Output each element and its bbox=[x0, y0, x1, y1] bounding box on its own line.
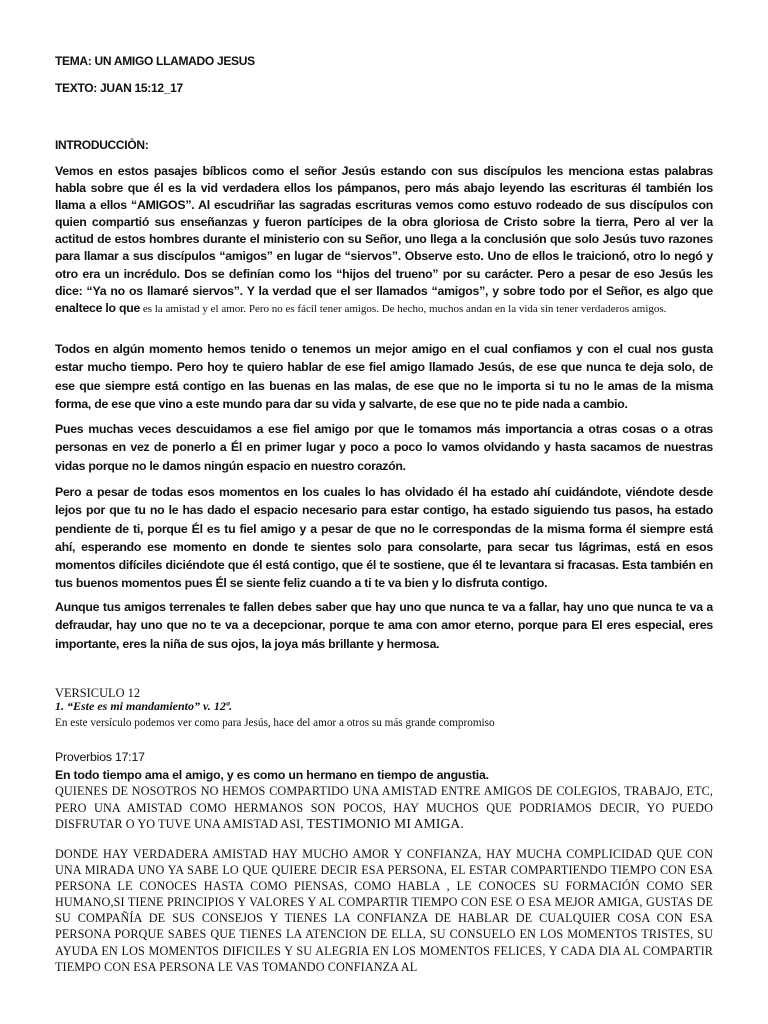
tema-heading: TEMA: UN AMIGO LLAMADO JESUS bbox=[55, 54, 255, 68]
caps-paragraph-1 bbox=[55, 783, 713, 833]
intro-paragraph bbox=[55, 163, 713, 318]
versiculo-heading: VERSICULO 12 bbox=[55, 686, 141, 700]
paragraph-4: Pero a pesar de todas esos momentos en los cuales lo has olvidado él ha estado ahí cuidándote, viéndote desde lejos por que tu no le has dado el espacio necesario para estar contigo, ha estado siguiendo tus pasos, ha estado pendiente de ti, porque Él es tu fiel amigo y a pesar de que no le correspondas de la misma forma él siempre está ahí, esperando ese momento en donde te sientes solo para consolarte, para secar tus lágrimas, está en esos momentos difíciles diciéndote que él está contigo, que él te sostiene, que él te levantara si fracasas. Esta también en tus buenos momentos pues Él se siente feliz cuando a ti te va bien y lo disfruta contigo. bbox=[55, 485, 713, 591]
versiculo-text: En este versículo podemos ver como para Jesús, hace del amor a otros su más grande compromiso bbox=[55, 717, 495, 729]
testimonio-label: TESTIMONIO MI AMIGA. bbox=[306, 816, 464, 832]
proverbios-heading: Proverbios 17:17 bbox=[55, 750, 145, 764]
paragraph-2: Todos en algún momento hemos tenido o tenemos un mejor amigo en el cual confiamos y con el cual nos gusta estar mucho tiempo. Pero hoy te quiero hablar de ese fiel amigo llamado Jesús, de ese que nunca te deja solo, de ese que siempre está contigo en las buenas en las malas, de ese que no le importa si tu no le amas de la misma forma, de ese que vino a este mundo para dar su vida y salvarte, de ese que no te pide nada a cambio. bbox=[55, 342, 713, 411]
caps-paragraph-2: DONDE HAY VERDADERA AMISTAD HAY MUCHO AMOR Y CONFIANZA, HAY MUCHA COMPLICIDAD QUE CON UNA MIRADA UNO YA SABE LO QUE QUIERE DECIR ESA PERSONA, EL ESTAR COMPARTIENDO TIEMPO CON ESA PERSONA LE CONOCES HASTA COMO PIENSAS, COMO HABLA , LE CONOCES SU FORMACIÓN COMO SER HUMANO,SI TIENE PRINCIPIOS Y VALORES Y AL COMPARTIR TIEMPO CON ESE O ESA MEJOR AMIGA, GUSTAS DE SU COMPAÑÍA DE SUS CONSEJOS Y TIENES LA CONFIANZA DE HABLAR DE CUALQUIER COSA CON ESA PERSONA PORQUE SABES QUE TIENES LA ATENCION DE ELLA, SU CONSUELO EN LOS MOMENTOS TRISTES, SU AYUDA EN LOS MOMENTOS DIFICILES Y SU ALEGRIA EN LOS MOMENTOS FELICES, Y CADA DIA AL COMPARTIR TIEMPO CON ESA PERSONA LE VAS TOMANDO CONFIANZA AL bbox=[55, 847, 713, 974]
intro-heading: INTRODUCCIÒN: bbox=[55, 138, 149, 152]
paragraph-3: Pues muchas veces descuidamos a ese fiel amigo por que le tomamos más importancia a otras cosas o a otras personas en vez de ponerlo a Él en primer lugar y poco a poco lo vamos olvidando y hasta sacamos de nuestras vidas porque no le damos ningún espacio en nuestro corazón. bbox=[55, 422, 713, 473]
intro-paragraph-tail: es la amistad y el amor. Pero no es fácil tener amigos. De hecho, muchos andan en la vida sin tener verdaderos amigos. bbox=[140, 302, 667, 315]
proverbios-quote: En todo tiempo ama el amigo, y es como un hermano en tiempo de angustia. bbox=[55, 768, 489, 782]
paragraph-5: Aunque tus amigos terrenales te fallen debes saber que hay uno que nunca te va a fallar, hay uno que nunca te va a defraudar, hay uno que no te va a decepcionar, porque te ama con amor eterno, porque para El eres especial, eres importante, eres la niña de sus ojos, la joya más brillante y hermosa. bbox=[55, 600, 713, 651]
versiculo-quote: 1. “Este es mi mandamiento” v. 12ª. bbox=[55, 699, 233, 713]
caps-paragraph-1-main: QUIENES DE NOSOTROS NO HEMOS COMPARTIDO UNA AMISTAD ENTRE AMIGOS DE COLEGIOS, TRABAJO, ETC, PERO UNA AMISTAD COMO HERMANOS SON POCOS, HAY MUCHOS QUE PODRIAMOS DECIR, YO PUEDO DISFRUTAR O YO TUVE UNA AMISTAD ASI, bbox=[55, 784, 713, 832]
intro-paragraph-main: Vemos en estos pasajes bíblicos como el señor Jesús estando con sus discípulos les menciona estas palabras habla sobre que él es la vid verdadera ellos los pámpanos, pero más abajo leyendo las escrituras él también los llama a ellos “AMIGOS”. Al escudriñar las sagradas escrituras vemos como estuvo rodeado de sus discípulos con quien compartió sus enseñanzas y fueron partícipes de la obra gloriosa de Cristo sobre la tierra, Pero al ver la actitud de estos hombres durante el ministerio con su Señor, uno llega a la conclusión que solo Jesús tuvo razones para llamar a sus discípulos “amigos” en lugar de “siervos”. Observe esto. Uno de ellos le traicionó, otro lo negó y otro era un incrédulo. Dos se definían como los “hijos del trueno” por su carácter. Pero a pesar de eso Jesús les dice: “Ya no os llamaré siervos”. Y la verdad que el ser llamados “amigos”, y sobre todo por el Señor, es algo que enaltece lo que bbox=[55, 164, 713, 315]
texto-heading: TEXTO: JUAN 15:12_17 bbox=[55, 81, 183, 95]
